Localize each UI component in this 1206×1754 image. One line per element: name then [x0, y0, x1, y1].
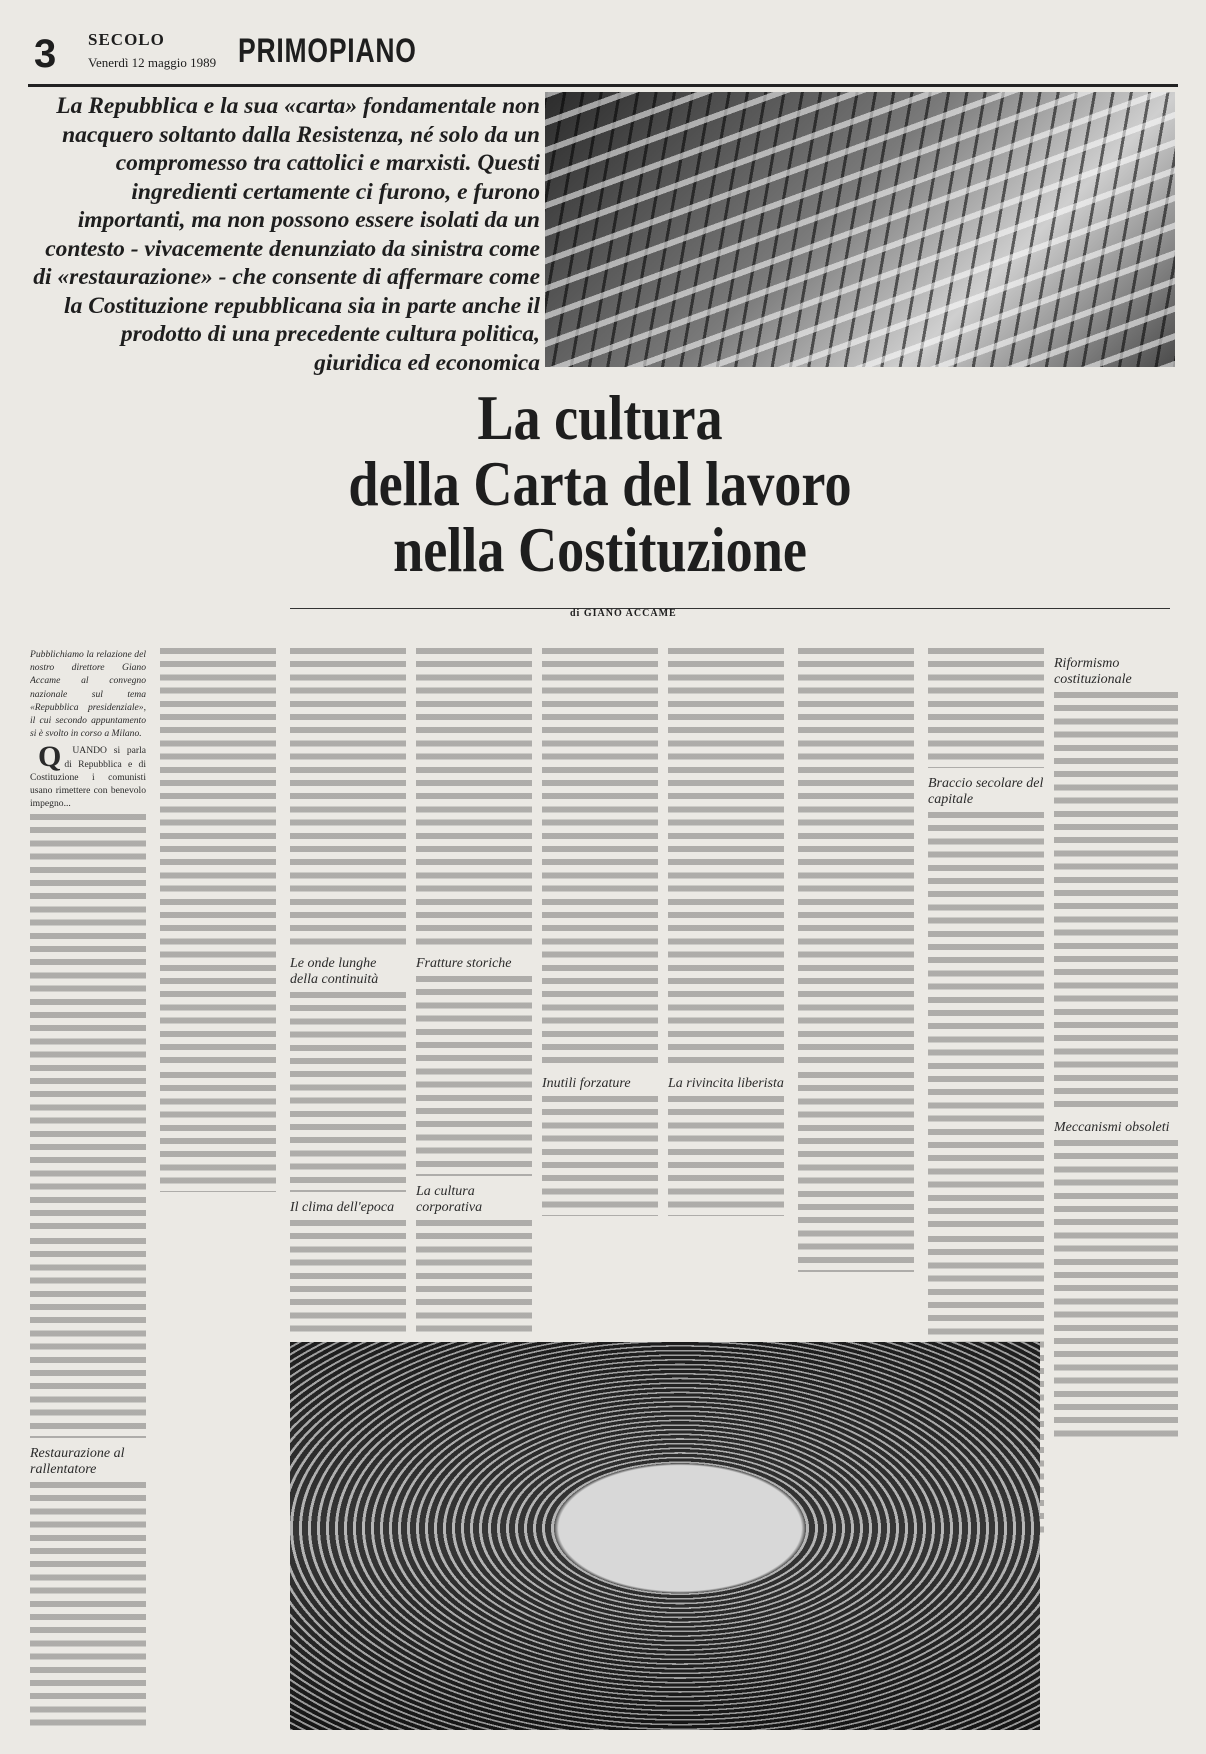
text-block	[798, 648, 914, 1068]
text-block	[416, 1220, 532, 1332]
text-block	[30, 1482, 146, 1728]
body-column-7	[798, 648, 914, 1332]
drop-cap: Q	[38, 740, 62, 774]
text-block	[928, 812, 1044, 1232]
subhead-riformismo: Riformismo costituzionale	[1054, 656, 1132, 687]
byline: di GIANO ACCAME	[570, 608, 677, 619]
article-deck: La Repubblica e la sua «carta» fondamentale non nacquero soltanto dalla Resistenza, né solo da un compromesso tra cattolici e marxisti. Questi ingredienti certamente ci furono, e furono importanti, ma non possono essere isolati da un contesto - vivacemente denunziato da sinistra come di «restaurazione» - che consente di affermare come la Costituzione repubblicana sia in parte anche il prodotto di una precedente cultura politica, giuridica ed economica	[33, 93, 540, 376]
body-column-9	[1054, 648, 1178, 1728]
text-block	[798, 1072, 914, 1272]
subhead-onde-lunghe: Le onde lunghe della continuità	[290, 956, 379, 987]
text-block	[290, 992, 406, 1192]
subhead-forzature: Inutili forzature	[542, 1076, 631, 1091]
subhead-rivincita: La rivincita liberista	[668, 1076, 784, 1091]
text-block	[416, 976, 532, 1176]
lead-text: UANDO si parla di Repubblica e di Costituzione i comunisti usano rimettere con benevolo impegno...	[30, 745, 146, 810]
headline-line-3: nella Costituzione	[393, 515, 807, 585]
body-column-1	[30, 648, 146, 1728]
text-block	[542, 648, 658, 1068]
text-block	[416, 648, 532, 948]
lead-paragraph	[30, 740, 146, 810]
paper-name: SECOLO	[88, 30, 165, 49]
text-block	[30, 814, 146, 1234]
text-block	[1054, 692, 1178, 1112]
body-column-5	[542, 648, 658, 1332]
text-block	[160, 1072, 276, 1192]
subhead-cultura-corporativa: La cultura corporativa	[416, 1184, 483, 1215]
text-block	[160, 648, 276, 1068]
body-column-6	[668, 648, 784, 1332]
body-column-3	[290, 648, 406, 1332]
issue-date: Venerdì 12 maggio 1989	[88, 55, 217, 70]
subhead-restaurazione: Restaurazione al rallentatore	[30, 1446, 125, 1478]
headline-rule	[290, 608, 1170, 609]
body-column-4	[416, 648, 532, 1332]
text-block	[290, 648, 406, 948]
article-intro: Pubblichiamo la relazione del nostro direttore Giano Accame al convegno nazionale sul tema «Repubblica presidenziale», il cui secondo appuntamento si è svolto in corso a Milano.	[30, 649, 146, 740]
subhead-braccio: Braccio secolare del capitale	[928, 776, 1044, 807]
headline-line-2: della Carta del lavoro	[348, 449, 852, 519]
subhead-fratture: Fratture storiche	[416, 956, 512, 971]
body-column-2	[160, 648, 276, 1332]
text-block	[1054, 1140, 1178, 1440]
section-title: PRIMOPIANO	[238, 32, 417, 70]
subhead-clima: Il clima dell'epoca	[290, 1200, 395, 1215]
text-block	[542, 1096, 658, 1216]
masthead-rule	[28, 84, 1178, 87]
text-block	[30, 1238, 146, 1438]
subhead-meccanismi: Meccanismi obsoleti	[1054, 1120, 1170, 1135]
text-block	[928, 648, 1044, 768]
parliament-photo-top	[545, 92, 1175, 367]
text-block	[290, 1220, 406, 1332]
text-block	[668, 1096, 784, 1216]
text-block	[668, 648, 784, 1068]
parliament-photo-bottom	[290, 1342, 1040, 1730]
masthead	[28, 24, 1178, 84]
headline-line-1: La cultura	[477, 383, 723, 453]
article-headline	[213, 385, 987, 583]
page-number: 3	[34, 32, 57, 76]
